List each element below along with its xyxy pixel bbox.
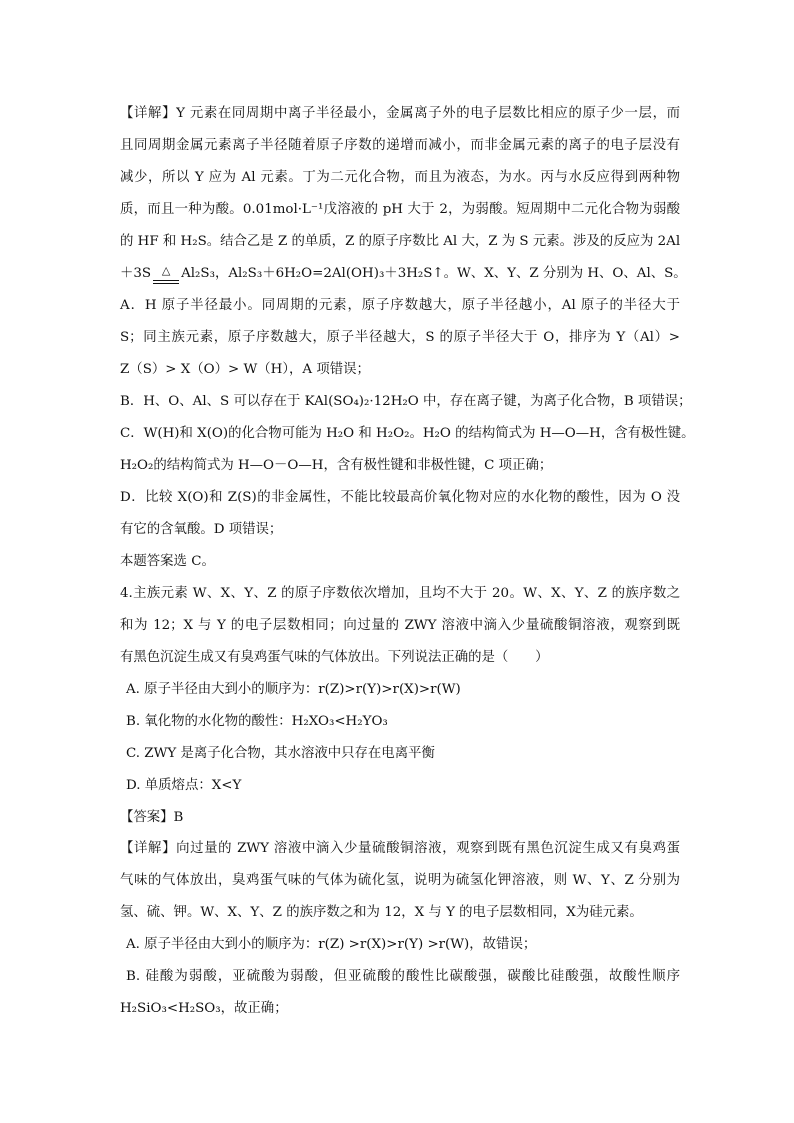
q4-option-c: C. ZWY 是离子化合物，其水溶液中只存在电离平衡 xyxy=(126,746,435,761)
detail1-option-d-line-1: D．比较 X(O)和 Z(S)的非金属性，不能比较最高价氧化物对应的水化物的酸性，因为 O 没 xyxy=(120,490,680,505)
detail1-option-a-line-1: A．H 原子半径最小。同周期的元素，原子序数越大，原子半径越小，Al 原子的半径大于 xyxy=(120,298,680,313)
detail2-option-b-line-2: H₂SiO₃<H₂SO₃，故正确； xyxy=(120,1001,288,1016)
detail1-option-a-line-2: S；同主族元素，原子序数越大，原子半径越大，S 的原子半径大于 O，排序为 Y（Al）> xyxy=(120,330,680,345)
q4-option-a: A. 原子半径由大到小的顺序为：r(Z)>r(Y)>r(X)>r(W) xyxy=(126,682,461,697)
equation-rest: Al₂S₃，Al₂S₃＋6H₂O=2Al(OH)₃＋3H₂S↑。W、X、Y、Z 分别为 H、O、Al、S。 xyxy=(181,266,687,281)
q4-stem-line-3: 有黑色沉淀生成又有臭鸡蛋气味的气体放出。下列说法正确的是（ ） xyxy=(120,650,549,665)
detail2-line-3: 氢、硫、钾。W、X、Y、Z 的族序数之和为 12，X 与 Y 的电子层数相同，X为硅元素。 xyxy=(120,905,643,920)
q4-answer: 【答案】B xyxy=(120,810,184,825)
detail1-line-3: 减少，所以 Y 应为 Al 元素。丁为二元化合物，而且为液态，为水。丙与水反应得到两种物 xyxy=(120,170,680,185)
q4-stem-line-1: 4.主族元素 W、X、Y、Z 的原子序数依次增加，且均不大于 20。W、X、Y、Z 的族序数之 xyxy=(120,586,680,601)
q4-option-d: D. 单质熔点：X<Y xyxy=(126,778,242,793)
double-line-arrow xyxy=(153,280,179,284)
detail2-option-b-line-1: B. 硅酸为弱酸，亚硫酸为弱酸，但亚硫酸的酸性比碳酸强，碳酸比硅酸强，故酸性顺序 xyxy=(126,969,680,984)
detail1-line-2: 且同周期金属元素离子半径随着原子序数的递增而减小，而非金属元素的离子的电子层没有 xyxy=(120,138,680,153)
detail1-conclusion: 本题答案选 C。 xyxy=(120,554,215,569)
detail1-line-1: 【详解】Y 元素在同周期中离子半径最小，金属离子外的电子层数比相应的原子少一层，而 xyxy=(120,106,680,121)
detail1-line-4: 质，而且一种为酸。0.01mol·L⁻¹戊溶液的 pH 大于 2，为弱酸。短周期中二元化合物为弱酸 xyxy=(120,202,680,217)
detail1-option-b: B．H、O、Al、S 可以存在于 KAl(SO₄)₂·12H₂O 中，存在离子键，为离子化合物，B 项错误； xyxy=(120,394,692,409)
detail1-option-a-line-3: Z（S）> X（O）> W（H），A 项错误； xyxy=(120,362,370,377)
detail1-option-d-line-2: 有它的含氧酸。D 项错误； xyxy=(120,522,283,537)
heating-condition-arrow xyxy=(151,258,181,290)
detail2-option-a: A. 原子半径由大到小的顺序为：r(Z) >r(X)>r(Y) >r(W)，故错误； xyxy=(126,937,537,952)
q4-stem-line-2: 和为 12；X 与 Y 的电子层数相同；向过量的 ZWY 溶液中滴入少量硫酸铜溶液，观察到既 xyxy=(120,618,680,633)
q4-option-b: B. 氧化物的水化物的酸性：H₂XO₃<H₂YO₃ xyxy=(126,714,388,729)
detail2-line-1: 【详解】向过量的 ZWY 溶液中滴入少量硫酸铜溶液，观察到既有黑色沉淀生成又有臭鸡蛋 xyxy=(120,841,680,856)
detail1-equation-line xyxy=(120,258,687,290)
detail2-line-2: 气味的气体放出，臭鸡蛋气味的气体为硫化氢，说明为硫氢化钾溶液，则 W、Y、Z 分别为 xyxy=(120,873,680,888)
equation-prefix: ＋3S xyxy=(120,266,152,281)
heat-triangle-icon: △ xyxy=(161,264,171,277)
detail1-line-5: 的 HF 和 H₂S。结合乙是 Z 的单质，Z 的原子序数比 Al 大，Z 为 S 元素。涉及的反应为 2Al xyxy=(120,234,681,249)
detail1-option-c-line-1: C．W(H)和 X(O)的化合物可能为 H₂O 和 H₂O₂。H₂O 的结构简式为 H—O—H，含有极性键。 xyxy=(120,426,695,441)
page-content xyxy=(120,98,695,1025)
detail1-option-c-line-2: H₂O₂的结构简式为 H—O－O—H，含有极性键和非极性键，C 项正确； xyxy=(120,458,553,473)
